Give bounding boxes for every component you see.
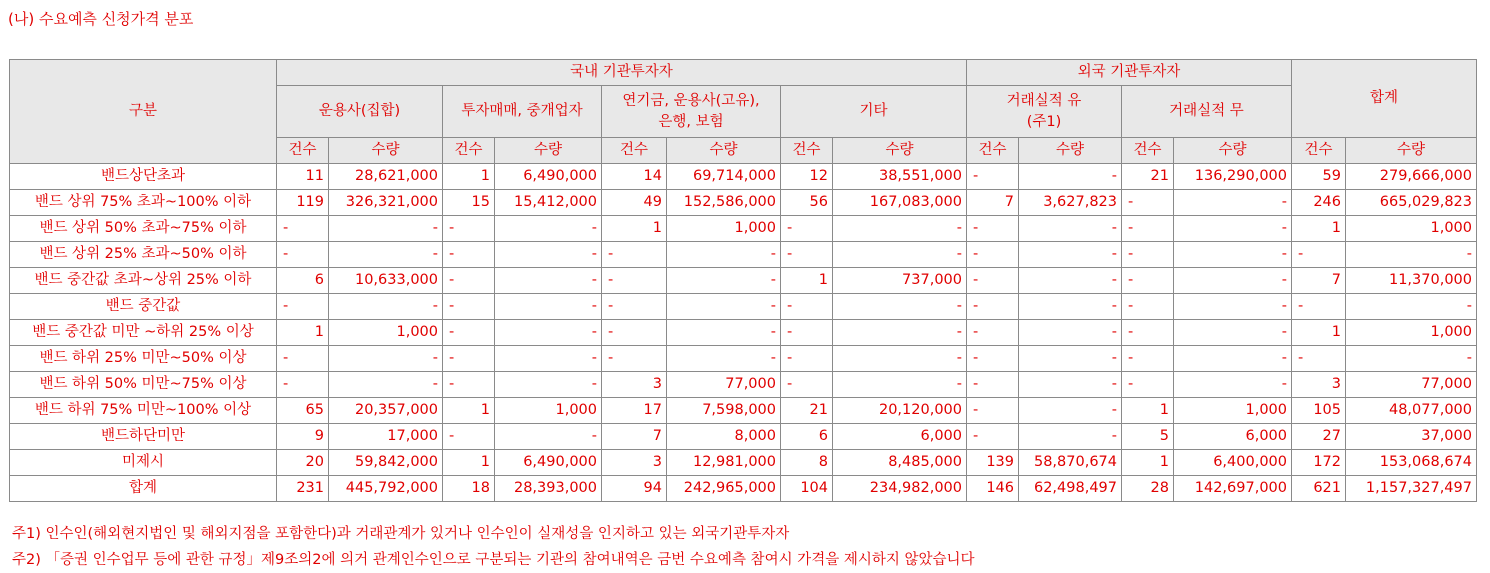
table-cell: 246 [1292, 190, 1346, 216]
table-cell: 12,981,000 [667, 450, 781, 476]
header-group-with-track-record-line1: 거래실적 유 [1006, 92, 1082, 109]
table-cell: 119 [277, 190, 329, 216]
table-cell: 1,157,327,497 [1346, 476, 1477, 502]
row-label: 밴드 상위 50% 초과~75% 이하 [10, 216, 277, 242]
table-cell: 59 [1292, 164, 1346, 190]
table-cell: 146 [967, 476, 1019, 502]
table-cell: - [329, 242, 443, 268]
table-cell: 7 [1292, 268, 1346, 294]
table-cell: - [667, 242, 781, 268]
row-label: 미제시 [10, 450, 277, 476]
row-label: 밴드 하위 50% 미만~75% 이상 [10, 372, 277, 398]
table-cell: 1 [443, 398, 495, 424]
header-group-broker-dealer: 투자매매, 중개업자 [443, 86, 602, 138]
table-cell: 1 [1292, 320, 1346, 346]
table-cell: - [967, 242, 1019, 268]
table-row [10, 476, 1477, 502]
table-cell: - [967, 216, 1019, 242]
table-cell: 737,000 [833, 268, 967, 294]
subheader-amount: 수량 [1346, 138, 1477, 164]
table-cell: - [781, 372, 833, 398]
table-cell: - [495, 242, 602, 268]
table-cell: - [443, 372, 495, 398]
table-cell: - [1346, 242, 1477, 268]
section-title: (나) 수요예측 신청가격 분포 [8, 10, 194, 28]
row-label: 밴드 중간값 초과~상위 25% 이하 [10, 268, 277, 294]
table-cell: 105 [1292, 398, 1346, 424]
row-label: 밴드상단초과 [10, 164, 277, 190]
table-cell: 6,490,000 [495, 164, 602, 190]
table-cell: - [1346, 294, 1477, 320]
table-cell: 1 [277, 320, 329, 346]
table-row [10, 190, 1477, 216]
table-cell: - [1122, 268, 1174, 294]
table-cell: 242,965,000 [667, 476, 781, 502]
table-cell: 1 [1292, 216, 1346, 242]
table-row [10, 450, 1477, 476]
table-cell: 167,083,000 [833, 190, 967, 216]
header-group-pension-line2: 은행, 보험 [658, 113, 724, 130]
table-cell: 20,120,000 [833, 398, 967, 424]
table-cell: - [1174, 372, 1292, 398]
table-cell: 3 [602, 372, 667, 398]
table-cell: - [1019, 164, 1122, 190]
table-cell: 1 [602, 216, 667, 242]
table-cell: - [443, 242, 495, 268]
table-cell: 279,666,000 [1346, 164, 1477, 190]
subheader-count: 건수 [277, 138, 329, 164]
row-label: 합계 [10, 476, 277, 502]
table-cell: 28,621,000 [329, 164, 443, 190]
table-cell: - [495, 346, 602, 372]
table-cell: - [495, 424, 602, 450]
table-cell: 7 [967, 190, 1019, 216]
table-cell: 6 [277, 268, 329, 294]
table-cell: 1,000 [495, 398, 602, 424]
table-cell: - [1122, 216, 1174, 242]
table-cell: - [1174, 346, 1292, 372]
subheader-amount: 수량 [1019, 138, 1122, 164]
table-cell: 28 [1122, 476, 1174, 502]
table-cell: - [1019, 294, 1122, 320]
table-cell: - [1174, 320, 1292, 346]
row-label: 밴드 중간값 미만 ~하위 25% 이상 [10, 320, 277, 346]
table-row [10, 398, 1477, 424]
header-total: 합계 [1292, 60, 1477, 138]
table-row [10, 346, 1477, 372]
table-cell: - [1019, 268, 1122, 294]
table-cell: - [1292, 242, 1346, 268]
table-cell: 17,000 [329, 424, 443, 450]
header-category: 구분 [10, 60, 277, 164]
table-cell: 6,490,000 [495, 450, 602, 476]
row-label: 밴드 상위 75% 초과~100% 이하 [10, 190, 277, 216]
table-cell: 15,412,000 [495, 190, 602, 216]
table-cell: - [1174, 242, 1292, 268]
table-cell: - [1019, 372, 1122, 398]
table-cell: 1 [781, 268, 833, 294]
table-cell: - [1019, 424, 1122, 450]
table-cell: - [443, 216, 495, 242]
table-cell: - [443, 294, 495, 320]
table-cell: 445,792,000 [329, 476, 443, 502]
table-cell: - [1019, 346, 1122, 372]
table-cell: 8,000 [667, 424, 781, 450]
table-cell: - [1174, 216, 1292, 242]
table-cell: - [443, 268, 495, 294]
table-cell: 21 [1122, 164, 1174, 190]
table-cell: - [443, 346, 495, 372]
table-cell: 15 [443, 190, 495, 216]
table-cell: - [443, 320, 495, 346]
table-cell: - [277, 242, 329, 268]
table-cell: 12 [781, 164, 833, 190]
table-cell: - [1346, 346, 1477, 372]
row-label: 밴드 중간값 [10, 294, 277, 320]
table-cell: - [967, 320, 1019, 346]
table-cell: 20,357,000 [329, 398, 443, 424]
table-cell: 48,077,000 [1346, 398, 1477, 424]
table-cell: 139 [967, 450, 1019, 476]
footnotes [12, 521, 975, 573]
table-cell: - [602, 320, 667, 346]
table-cell: 59,842,000 [329, 450, 443, 476]
table-row [10, 424, 1477, 450]
row-label: 밴드하단미만 [10, 424, 277, 450]
table-row [10, 372, 1477, 398]
table-cell: 18 [443, 476, 495, 502]
table-cell: 3 [1292, 372, 1346, 398]
subheader-amount: 수량 [495, 138, 602, 164]
table-cell: 20 [277, 450, 329, 476]
table-cell: 1,000 [667, 216, 781, 242]
table-cell: - [277, 294, 329, 320]
table-cell: 621 [1292, 476, 1346, 502]
table-cell: - [667, 346, 781, 372]
table-cell: - [277, 372, 329, 398]
table-cell: - [277, 346, 329, 372]
table-cell: 142,697,000 [1174, 476, 1292, 502]
table-row [10, 268, 1477, 294]
table-cell: 6,000 [833, 424, 967, 450]
footnote-2: 주2) 「증권 인수업무 등에 관한 규정」제9조의2에 의거 관계인수인으로 구분되는 기관의 참여내역은 금번 수요예측 참여시 가격을 제시하지 않았습니다 [12, 552, 975, 568]
table-cell: 136,290,000 [1174, 164, 1292, 190]
header-group-other: 기타 [781, 86, 967, 138]
table-cell: 7 [602, 424, 667, 450]
table-cell: 17 [602, 398, 667, 424]
table-cell: - [833, 346, 967, 372]
table-cell: - [602, 268, 667, 294]
table-cell: 6,400,000 [1174, 450, 1292, 476]
table-cell: 3 [602, 450, 667, 476]
header-group-pension-bank-insurance [602, 86, 781, 138]
table-cell: 56 [781, 190, 833, 216]
table-cell: 326,321,000 [329, 190, 443, 216]
table-row [10, 216, 1477, 242]
table-cell: - [1122, 190, 1174, 216]
table-row [10, 294, 1477, 320]
header-group-asset-manager: 운용사(집합) [277, 86, 443, 138]
table-cell: 65 [277, 398, 329, 424]
table-cell: - [781, 242, 833, 268]
table-cell: - [495, 294, 602, 320]
table-cell: 234,982,000 [833, 476, 967, 502]
table-cell: - [667, 268, 781, 294]
table-cell: - [1122, 372, 1174, 398]
table-cell: - [781, 320, 833, 346]
header-domestic-institutions: 국내 기관투자자 [277, 60, 967, 86]
table-cell: - [329, 294, 443, 320]
table-cell: - [967, 424, 1019, 450]
header-group-pension-line1: 연기금, 운용사(고유), [622, 92, 760, 109]
table-cell: - [1174, 268, 1292, 294]
table-cell: - [833, 294, 967, 320]
subheader-count: 건수 [602, 138, 667, 164]
subheader-count: 건수 [1122, 138, 1174, 164]
table-cell: - [602, 346, 667, 372]
table-cell: 37,000 [1346, 424, 1477, 450]
table-cell: - [1174, 190, 1292, 216]
table-cell: - [1122, 294, 1174, 320]
table-cell: 3,627,823 [1019, 190, 1122, 216]
header-group-with-track-record [967, 86, 1122, 138]
table-cell: 21 [781, 398, 833, 424]
table-cell: - [1122, 242, 1174, 268]
subheader-count: 건수 [1292, 138, 1346, 164]
table-cell: 62,498,497 [1019, 476, 1122, 502]
table-cell: - [329, 346, 443, 372]
table-cell: 1 [1122, 450, 1174, 476]
table-cell: - [443, 424, 495, 450]
table-cell: - [495, 216, 602, 242]
subheader-amount: 수량 [1174, 138, 1292, 164]
subheader-count: 건수 [967, 138, 1019, 164]
table-cell: - [329, 216, 443, 242]
table-cell: - [781, 216, 833, 242]
table-cell: 1 [1122, 398, 1174, 424]
table-cell: - [667, 294, 781, 320]
table-cell: 665,029,823 [1346, 190, 1477, 216]
table-cell: - [967, 346, 1019, 372]
table-cell: - [781, 346, 833, 372]
table-cell: 1,000 [329, 320, 443, 346]
table-cell: 49 [602, 190, 667, 216]
table-cell: 38,551,000 [833, 164, 967, 190]
table-cell: 9 [277, 424, 329, 450]
table-row [10, 320, 1477, 346]
header-group-without-track-record: 거래실적 무 [1122, 86, 1292, 138]
table-cell: 77,000 [667, 372, 781, 398]
table-cell: 69,714,000 [667, 164, 781, 190]
table-cell: 28,393,000 [495, 476, 602, 502]
table-cell: 8,485,000 [833, 450, 967, 476]
row-label: 밴드 하위 75% 미만~100% 이상 [10, 398, 277, 424]
table-cell: 1,000 [1346, 320, 1477, 346]
table-cell: - [1019, 398, 1122, 424]
table-cell: - [602, 242, 667, 268]
table-cell: 1,000 [1174, 398, 1292, 424]
table-cell: 11,370,000 [1346, 268, 1477, 294]
table-cell: 11 [277, 164, 329, 190]
table-cell: 14 [602, 164, 667, 190]
table-cell: 7,598,000 [667, 398, 781, 424]
table-cell: - [1292, 294, 1346, 320]
table-cell: - [667, 320, 781, 346]
table-cell: 77,000 [1346, 372, 1477, 398]
table-cell: - [602, 294, 667, 320]
table-row [10, 242, 1477, 268]
table-cell: - [495, 320, 602, 346]
table-cell: 6 [781, 424, 833, 450]
table-cell: - [1019, 216, 1122, 242]
table-cell: - [1292, 346, 1346, 372]
table-cell: - [967, 268, 1019, 294]
header-foreign-institutions: 외국 기관투자자 [967, 60, 1292, 86]
table-cell: 172 [1292, 450, 1346, 476]
table-cell: 104 [781, 476, 833, 502]
subheader-amount: 수량 [329, 138, 443, 164]
table-cell: - [329, 372, 443, 398]
table-cell: - [495, 268, 602, 294]
table-cell: - [833, 320, 967, 346]
table-cell: - [495, 372, 602, 398]
table-cell: 8 [781, 450, 833, 476]
table-cell: - [967, 164, 1019, 190]
table-cell: - [1174, 294, 1292, 320]
table-cell: - [1019, 242, 1122, 268]
table-cell: 1,000 [1346, 216, 1477, 242]
table-cell: - [833, 372, 967, 398]
table-cell: 94 [602, 476, 667, 502]
table-cell: 1 [443, 164, 495, 190]
table-cell: 27 [1292, 424, 1346, 450]
table-cell: - [833, 242, 967, 268]
header-group-with-track-record-line2: (주1) [1026, 113, 1062, 130]
table-cell: - [967, 294, 1019, 320]
table-cell: - [967, 372, 1019, 398]
table-cell: - [781, 294, 833, 320]
table-cell: - [1019, 320, 1122, 346]
subheader-amount: 수량 [833, 138, 967, 164]
table-cell: 10,633,000 [329, 268, 443, 294]
table-cell: 5 [1122, 424, 1174, 450]
table-row [10, 164, 1477, 190]
table-cell: 58,870,674 [1019, 450, 1122, 476]
demand-forecast-price-table [9, 59, 1477, 502]
table-cell: 231 [277, 476, 329, 502]
footnote-1: 주1) 인수인(해외현지법인 및 해외지점을 포함한다)과 거래관계가 있거나 인수인이 실재성을 인지하고 있는 외국기관투자자 [12, 526, 790, 542]
table-cell: - [833, 216, 967, 242]
subheader-count: 건수 [781, 138, 833, 164]
table-cell: 6,000 [1174, 424, 1292, 450]
row-label: 밴드 하위 25% 미만~50% 이상 [10, 346, 277, 372]
row-label: 밴드 상위 25% 초과~50% 이하 [10, 242, 277, 268]
table-cell: - [967, 398, 1019, 424]
subheader-count: 건수 [443, 138, 495, 164]
table-cell: 1 [443, 450, 495, 476]
table-cell: - [277, 216, 329, 242]
table-cell: - [1122, 346, 1174, 372]
table-cell: 152,586,000 [667, 190, 781, 216]
table-cell: - [1122, 320, 1174, 346]
subheader-amount: 수량 [667, 138, 781, 164]
table-cell: 153,068,674 [1346, 450, 1477, 476]
